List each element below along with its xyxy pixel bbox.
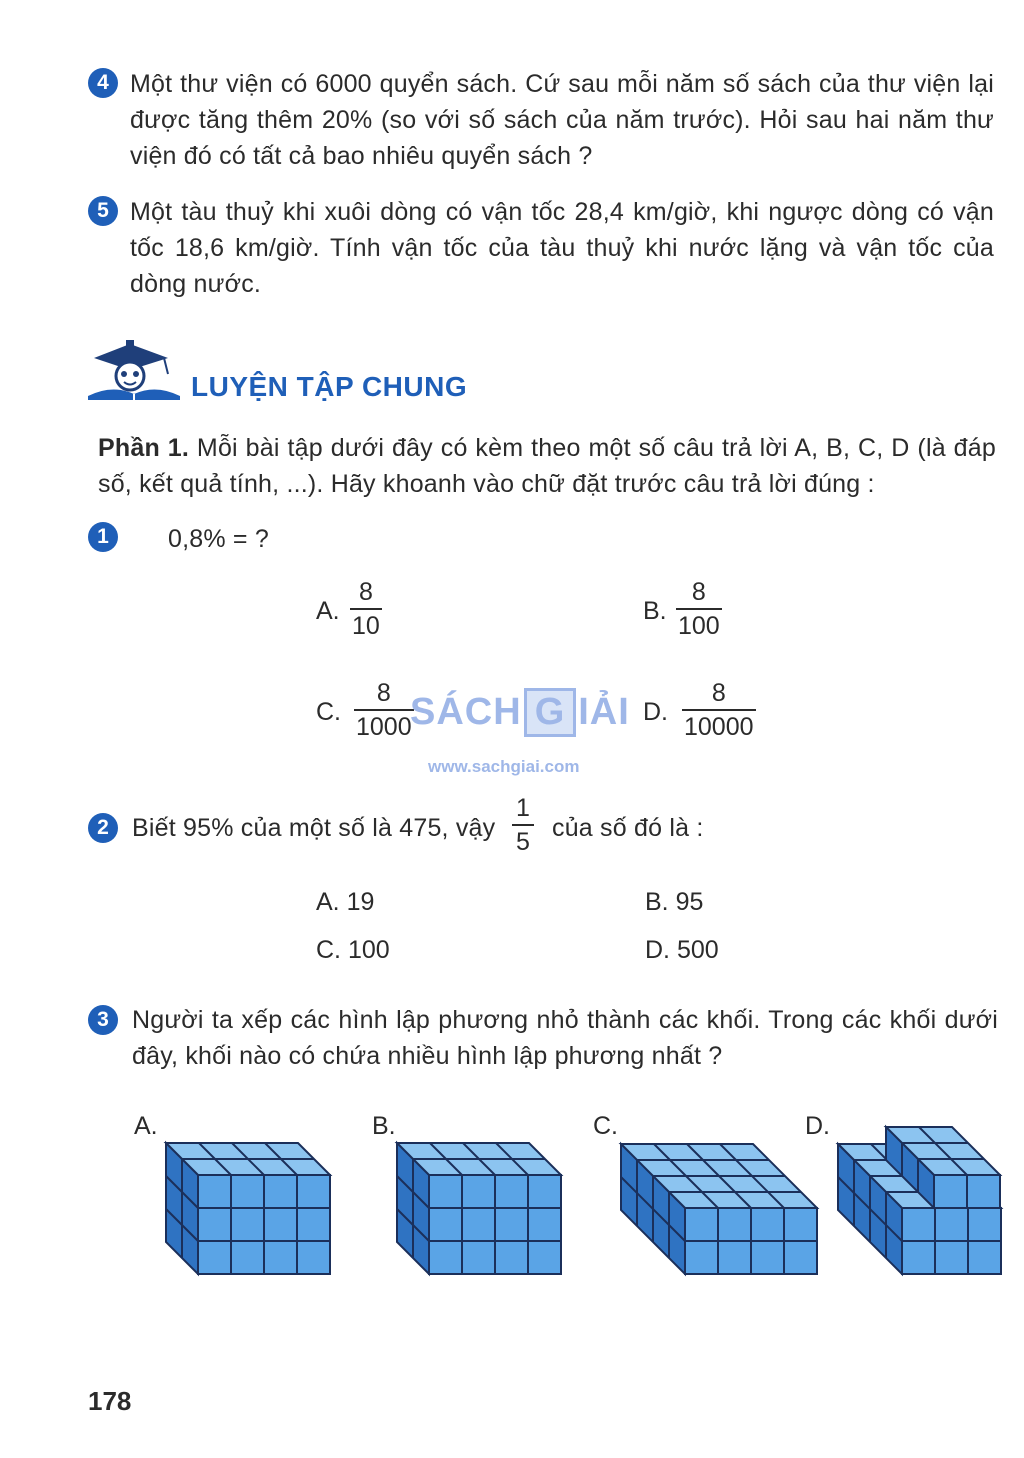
cube-block-a bbox=[166, 1143, 330, 1274]
figure-b-label: B. bbox=[372, 1112, 396, 1140]
cube-figures bbox=[0, 1100, 1024, 1300]
q1-option-c-fraction bbox=[354, 677, 414, 743]
part1-text: Mỗi bài tập dưới đây có kèm theo một số câu trả lời A, B, C, D (là đáp số, kết quả tính, ...). Hãy khoanh vào chữ đặt trước câu trả lời đúng : bbox=[98, 434, 996, 498]
watermark-logo bbox=[410, 688, 630, 737]
cube-block-b bbox=[397, 1143, 561, 1274]
q1-option-d-num: 8 bbox=[711, 679, 726, 707]
q1-option-b-fraction bbox=[676, 576, 722, 642]
q1-option-a-fraction bbox=[350, 576, 382, 642]
watermark-suffix: IẢI bbox=[578, 691, 630, 733]
question-2-fraction bbox=[512, 792, 534, 858]
q2-option-c: C. 100 bbox=[316, 936, 390, 964]
question-3-badge: 3 bbox=[88, 1005, 118, 1035]
q1-option-b-num: 8 bbox=[691, 578, 706, 606]
question-2-text-after: của số đó là : bbox=[552, 814, 704, 842]
q1-option-a-num: 8 bbox=[358, 578, 373, 606]
question-3-text: Người ta xếp các hình lập phương nhỏ thành các khối. Trong các khối dưới đây, khối nào có chứa nhiều hình lập phương nhất ? bbox=[132, 1006, 998, 1070]
q2-option-a: A. 19 bbox=[316, 888, 375, 916]
q1-option-c-letter: C. bbox=[316, 698, 341, 726]
figure-d-label: D. bbox=[805, 1112, 830, 1140]
q1-option-d-fraction bbox=[682, 677, 756, 743]
q2-frac-num: 1 bbox=[516, 794, 530, 822]
part1-intro bbox=[98, 430, 996, 502]
q1-option-a-letter: A. bbox=[316, 597, 340, 625]
problem-5-badge: 5 bbox=[88, 196, 118, 226]
q1-option-b-letter: B. bbox=[643, 597, 667, 625]
q1-option-d-den: 10000 bbox=[684, 713, 754, 741]
cube-block-d bbox=[838, 1127, 1001, 1274]
watermark-url: www.sachgiai.com bbox=[428, 757, 580, 776]
section-title: LUYỆN TẬP CHUNG bbox=[191, 371, 468, 402]
question-1-text: 0,8% = ? bbox=[168, 525, 269, 553]
problem-4-badge: 4 bbox=[88, 68, 118, 98]
q1-option-c-den: 1000 bbox=[356, 713, 412, 741]
q2-option-d: D. 500 bbox=[645, 936, 719, 964]
question-2-badge: 2 bbox=[88, 813, 118, 843]
figure-a-label: A. bbox=[134, 1112, 158, 1140]
problem-5-text: Một tàu thuỷ khi xuôi dòng có vận tốc 28,4 km/giờ, khi ngược dòng có vận tốc 18,6 km/giờ. Tính vận tốc của tàu thuỷ khi nước lặng và vận tốc của dòng nước. bbox=[130, 198, 994, 298]
q1-option-d-letter: D. bbox=[643, 698, 668, 726]
part1-label: Phần 1. bbox=[98, 434, 190, 462]
cube-block-c bbox=[621, 1144, 817, 1274]
q1-option-a-den: 10 bbox=[352, 612, 380, 640]
figure-c-label: C. bbox=[593, 1112, 618, 1140]
q2-frac-den: 5 bbox=[516, 828, 530, 856]
question-2-text-before: Biết 95% của một số là 475, vậy bbox=[132, 814, 496, 842]
watermark-prefix: SÁCH bbox=[410, 691, 522, 733]
q2-option-b: B. 95 bbox=[645, 888, 704, 916]
watermark-box: G bbox=[524, 688, 577, 737]
q1-option-b-den: 100 bbox=[678, 612, 720, 640]
student-mascot-icon bbox=[84, 338, 184, 402]
question-1-badge: 1 bbox=[88, 522, 118, 552]
page-number: 178 bbox=[88, 1386, 132, 1416]
problem-4-text: Một thư viện có 6000 quyển sách. Cứ sau mỗi năm số sách của thư viện lại được tăng thêm 20% (so với số sách của năm trước). Hỏi sau hai năm thư viện đó có tất cả bao nhiêu quyển sách ? bbox=[130, 70, 994, 170]
q1-option-c-num: 8 bbox=[376, 679, 391, 707]
